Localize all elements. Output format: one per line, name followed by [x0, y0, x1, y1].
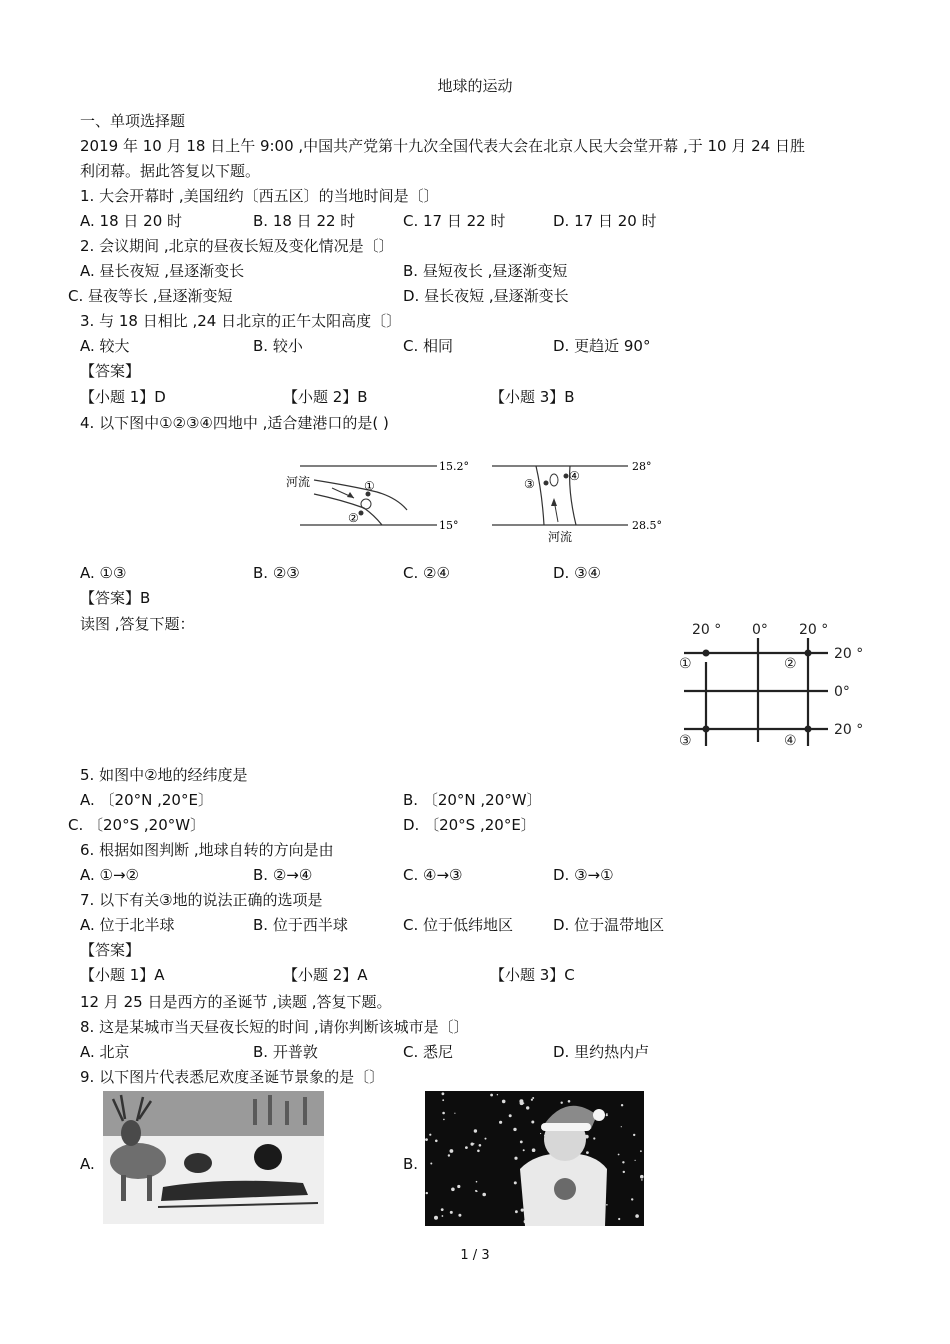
ornament	[554, 1178, 576, 1200]
point-3-label: ③	[524, 477, 535, 491]
lat-label-bottom: 20 °	[834, 722, 864, 738]
bokeh-dot	[442, 1099, 444, 1101]
bokeh-dot	[476, 1181, 478, 1183]
question-5: 5. 如图中②地的经纬度是	[80, 766, 248, 784]
q5-option-a: A. 〔20°N ,20°E〕	[80, 791, 213, 809]
riverbank-upper	[314, 480, 407, 510]
q7-option-c: C. 位于低纬地区	[403, 916, 514, 934]
question-6: 6. 根据如图判断 ,地球自转的方向是由	[80, 841, 334, 859]
point-2-dot	[359, 511, 364, 516]
q7-option-d: D. 位于温带地区	[553, 916, 665, 934]
answer-label-1: 【答案】	[80, 362, 141, 380]
point-2-label: ②	[348, 511, 359, 525]
latitude-label-bottom: 28.5°	[632, 519, 662, 532]
tree	[268, 1095, 272, 1125]
section-heading: 一、单项选择题	[80, 112, 186, 130]
bokeh-dot	[441, 1208, 444, 1211]
question-7: 7. 以下有关③地的说法正确的选项是	[80, 891, 323, 909]
reindeer-body	[110, 1143, 166, 1179]
q5-option-b: B. 〔20°N ,20°W〕	[403, 791, 542, 809]
question-1: 1. 大会开幕时 ,美国纽约〔西五区〕的当地时间是〔〕	[80, 187, 439, 205]
point-1-label: ①	[364, 479, 375, 493]
reindeer-head	[121, 1120, 141, 1146]
bokeh-dot	[540, 1133, 541, 1134]
bokeh-dot	[490, 1094, 493, 1097]
bokeh-dot	[514, 1181, 517, 1184]
q1-option-d: D. 17 日 20 时	[553, 212, 657, 230]
bokeh-dot	[515, 1210, 518, 1213]
bokeh-dot	[443, 1119, 445, 1121]
tree	[285, 1101, 289, 1125]
q2-option-a: A. 昼长夜短 ,昼逐渐变长	[80, 262, 245, 280]
answer-sub-3: 【小题 3】B	[490, 388, 575, 406]
bokeh-dot	[435, 1140, 438, 1143]
lon-label-left: 20 °	[692, 622, 722, 638]
point-2-label: ②	[784, 656, 797, 672]
bokeh-dot	[451, 1188, 455, 1192]
latitude-label-top: 28°	[632, 460, 652, 473]
point-1-dot	[703, 650, 710, 657]
bokeh-dot	[509, 1114, 512, 1117]
answer-sub-3: 【小题 3】C	[490, 966, 575, 984]
point-1-label: ①	[679, 656, 692, 672]
bokeh-dot	[458, 1214, 461, 1217]
bokeh-dot	[475, 1190, 477, 1192]
bokeh-dot	[635, 1160, 636, 1161]
lat-label-top: 20 °	[834, 646, 864, 662]
bokeh-dot	[568, 1100, 571, 1103]
bokeh-dot	[442, 1092, 445, 1095]
q8-option-c: C. 悉尼	[403, 1043, 454, 1061]
answer-q4: 【答案】B	[80, 589, 151, 607]
bokeh-dot	[457, 1185, 460, 1188]
bokeh-dot	[520, 1141, 523, 1144]
page-title: 地球的运动	[437, 77, 513, 95]
bokeh-dot	[465, 1146, 468, 1149]
intro-text-1b: 利闭幕。据此答复以下题。	[80, 162, 261, 180]
lat-label-mid: 0°	[834, 684, 850, 700]
bokeh-dot	[474, 1129, 477, 1132]
bokeh-dot	[622, 1161, 624, 1163]
lat-lon-grid-figure	[672, 618, 882, 753]
bokeh-dot	[532, 1097, 534, 1099]
q4-option-a: A. ①③	[80, 564, 127, 582]
bokeh-dot	[593, 1137, 595, 1139]
bokeh-dot	[521, 1209, 524, 1212]
q7-option-a: A. 位于北半球	[80, 916, 175, 934]
q1-option-a: A. 18 日 20 时	[80, 212, 183, 230]
photo-child-santa-hat	[425, 1091, 644, 1226]
point-4-dot	[564, 474, 569, 479]
q9-option-b: B.	[403, 1155, 419, 1173]
bokeh-dot	[471, 1143, 474, 1146]
bokeh-dot	[621, 1126, 622, 1127]
latitude-label-top: 15.2°	[439, 460, 469, 473]
answer-sub-2: 【小题 2】A	[283, 966, 368, 984]
q4-option-c: C. ②④	[403, 564, 450, 582]
bokeh-dot	[454, 1113, 455, 1114]
port-figure-right	[490, 452, 670, 547]
bokeh-dot	[526, 1106, 529, 1109]
santa-hat-brim	[541, 1123, 591, 1131]
bokeh-dot	[513, 1128, 516, 1131]
bokeh-dot	[429, 1134, 431, 1136]
bokeh-dot	[640, 1175, 644, 1179]
bokeh-dot	[425, 1138, 428, 1141]
bokeh-dot	[531, 1121, 534, 1124]
bokeh-dot	[499, 1121, 502, 1124]
bokeh-dot	[430, 1163, 432, 1165]
bokeh-dot	[514, 1157, 517, 1160]
answer-sub-1: 【小题 1】D	[80, 388, 166, 406]
point-3-label: ③	[679, 733, 692, 749]
answer-sub-2: 【小题 2】B	[283, 388, 368, 406]
point-3-dot	[544, 481, 549, 486]
bokeh-dot	[641, 1179, 643, 1181]
q6-option-c: C. ④→③	[403, 866, 463, 884]
point-2-dot	[805, 650, 812, 657]
riverbank-left	[536, 466, 544, 525]
point-4-dot	[805, 726, 812, 733]
read-figure-text: 读图 ,答复下题：	[80, 615, 195, 633]
bokeh-dot	[640, 1150, 642, 1152]
question-8: 8. 这是某城市当天昼夜长短的时间 ,请你判断该城市是〔〕	[80, 1018, 469, 1036]
point-3-dot	[703, 726, 710, 733]
river-label-right: 河流	[548, 530, 573, 544]
bokeh-dot	[531, 1099, 533, 1101]
photo-reindeer-sled	[103, 1091, 324, 1224]
q2-option-c: C. 昼夜等长 ,昼逐渐变短	[68, 287, 233, 305]
q5-option-c: C. 〔20°S ,20°W〕	[68, 816, 206, 834]
port-figure-left	[282, 452, 472, 542]
q6-option-a: A. ①→②	[80, 866, 139, 884]
bokeh-dot	[606, 1204, 608, 1206]
answer-label-2: 【答案】	[80, 941, 141, 959]
dog	[184, 1153, 212, 1173]
q3-option-b: B. 较小	[253, 337, 303, 355]
q6-option-d: D. ③→①	[553, 866, 614, 884]
q6-option-b: B. ②→④	[253, 866, 313, 884]
bokeh-dot	[561, 1102, 563, 1104]
q8-option-d: D. 里约热内卢	[553, 1043, 650, 1061]
q3-option-a: A. 较大	[80, 337, 130, 355]
river-label-left: 河流	[286, 475, 311, 489]
point-4-label: ④	[784, 733, 797, 749]
bokeh-dot	[523, 1149, 525, 1151]
q5-option-d: D. 〔20°S ,20°E〕	[403, 816, 536, 834]
q8-option-a: A. 北京	[80, 1043, 130, 1061]
q3-option-c: C. 相同	[403, 337, 454, 355]
bokeh-dot	[502, 1100, 506, 1104]
lon-label-right: 20 °	[799, 622, 829, 638]
santa-hat-pompom	[593, 1109, 605, 1121]
intro-text-1: 2019 年 10 月 18 日上午 9:00 ,中国共产党第十九次全国代表大会在北京人民大会堂开幕 ,于 10 月 24 日胜	[80, 137, 805, 155]
question-9: 9. 以下图片代表悉尼欢度圣诞节景象的是〔〕	[80, 1068, 385, 1086]
sandbar-shape	[361, 499, 371, 509]
bokeh-dot	[631, 1198, 633, 1200]
lon-label-mid: 0°	[752, 622, 768, 638]
rider-head	[254, 1144, 282, 1170]
bokeh-dot	[618, 1154, 620, 1156]
question-4: 4. 以下图中①②③④四地中 ,适合建港口的是( )	[80, 414, 389, 432]
q1-option-b: B. 18 日 22 时	[253, 212, 356, 230]
bokeh-dot	[606, 1114, 608, 1116]
bokeh-dot	[450, 1211, 453, 1214]
bokeh-dot	[473, 1143, 474, 1144]
bokeh-dot	[482, 1193, 486, 1197]
bokeh-dot	[426, 1192, 428, 1194]
q2-option-d: D. 昼长夜短 ,昼逐渐变长	[403, 287, 569, 305]
bokeh-dot	[586, 1151, 589, 1154]
reindeer-leg	[121, 1175, 126, 1201]
bokeh-dot	[618, 1218, 620, 1220]
q2-option-b: B. 昼短夜长 ,昼逐渐变短	[403, 262, 568, 280]
intro-text-3: 12 月 25 日是西方的圣诞节 ,读题 ,答复下题。	[80, 993, 392, 1011]
latitude-label-bottom: 15°	[439, 519, 459, 532]
bokeh-dot	[623, 1171, 625, 1173]
point-4-label: ④	[569, 469, 580, 483]
bokeh-dot	[442, 1112, 445, 1115]
q7-option-b: B. 位于西半球	[253, 916, 348, 934]
bokeh-dot	[448, 1154, 450, 1156]
q3-option-d: D. 更趋近 90°	[553, 337, 651, 355]
q9-option-a: A.	[80, 1155, 95, 1173]
question-2: 2. 会议期间 ,北京的昼夜长短及变化情况是〔〕	[80, 237, 394, 255]
page-number: 1 / 3	[460, 1248, 490, 1263]
bokeh-dot	[497, 1094, 498, 1095]
tree	[303, 1097, 307, 1125]
arrowhead	[551, 498, 557, 506]
bokeh-dot	[635, 1214, 639, 1218]
bokeh-dot	[479, 1144, 482, 1147]
bokeh-dot	[519, 1099, 523, 1103]
tree	[253, 1099, 257, 1125]
island-shape	[550, 474, 558, 486]
bokeh-dot	[434, 1216, 438, 1220]
bokeh-dot	[633, 1134, 635, 1136]
bokeh-dot	[477, 1150, 480, 1153]
bokeh-dot	[532, 1148, 536, 1152]
bokeh-dot	[621, 1104, 623, 1106]
q4-option-b: B. ②③	[253, 564, 300, 582]
q8-option-b: B. 开普敦	[253, 1043, 318, 1061]
q1-option-c: C. 17 日 22 时	[403, 212, 506, 230]
question-3: 3. 与 18 日相比 ,24 日北京的正午太阳高度〔〕	[80, 312, 402, 330]
answer-sub-1: 【小题 1】A	[80, 966, 165, 984]
bokeh-dot	[442, 1215, 444, 1217]
reindeer-leg	[147, 1175, 152, 1201]
q4-option-d: D. ③④	[553, 564, 601, 582]
bokeh-dot	[485, 1138, 487, 1140]
bokeh-dot	[450, 1149, 454, 1153]
